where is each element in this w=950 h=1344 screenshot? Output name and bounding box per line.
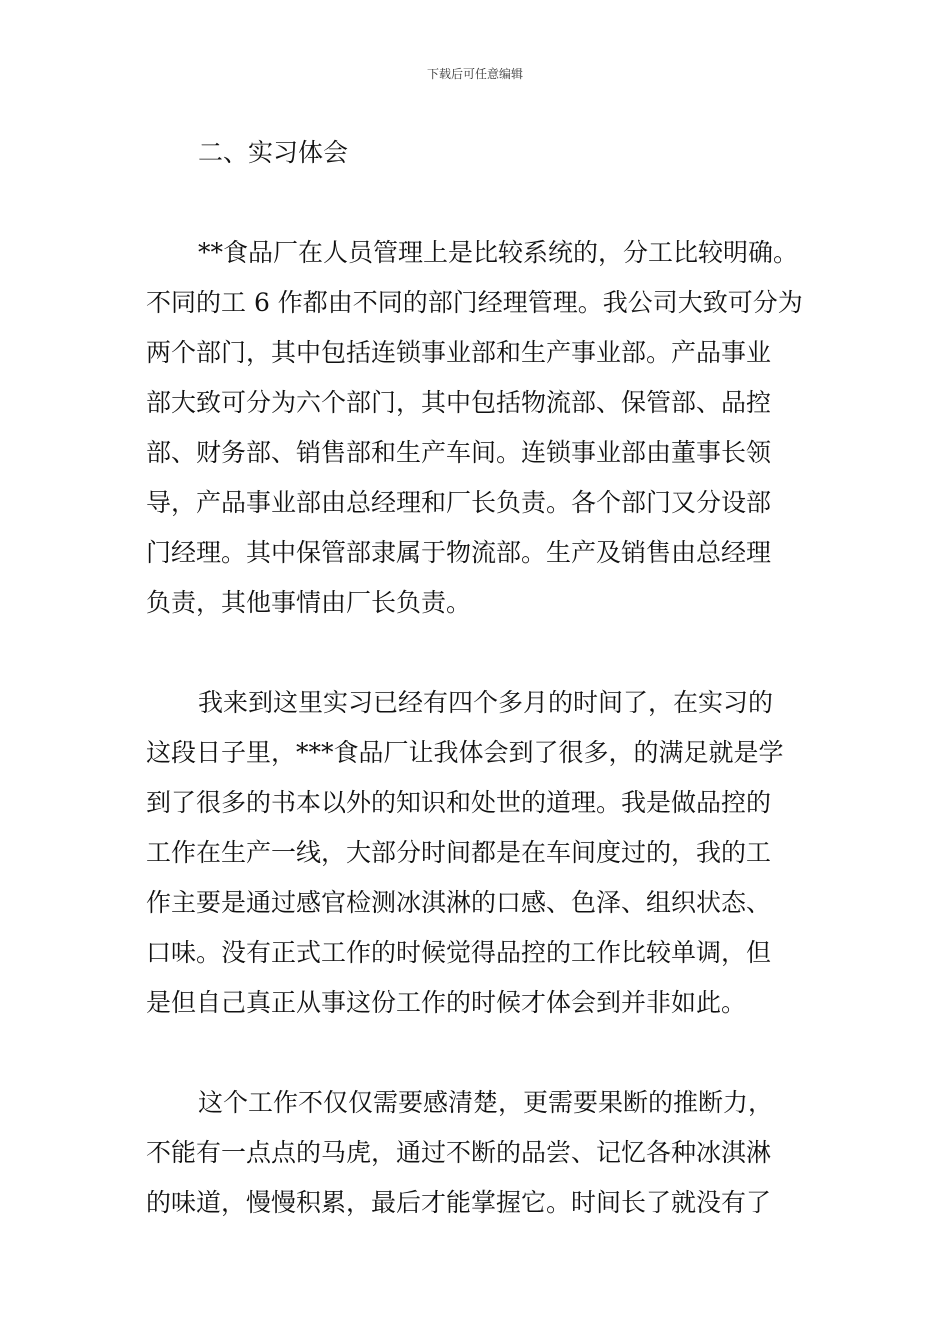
paragraph-spacer: [146, 178, 820, 228]
document-body: [146, 128, 820, 1228]
paragraph-spacer: [146, 628, 820, 678]
paragraph-2: [146, 678, 820, 1028]
paragraph-line: 负责，其他事情由厂长负责。: [146, 588, 472, 617]
paragraph-line: **食品厂在人员管理上是比较系统的，分工比较明确。: [198, 238, 799, 267]
paragraph-line: 导，产品事业部由总经理和厂长负责。各个部门又分设部: [146, 488, 772, 517]
paragraph-line: 工作在生产一线，大部分时间都是在车间度过的，我的工: [146, 838, 772, 867]
paragraph-line: 两个部门，其中包括连锁事业部和生产事业部。产品事业: [146, 338, 772, 367]
paragraph-line: 门经理。其中保管部隶属于物流部。生产及销售由总经理: [146, 538, 772, 567]
paragraph-line: 我来到这里实习已经有四个多月的时间了，在实习的: [198, 688, 774, 717]
paragraph-line: 部、财务部、销售部和生产车间。连锁事业部由董事长领: [146, 438, 772, 467]
paragraph-line: 到了很多的书本以外的知识和处世的道理。我是做品控的: [146, 788, 772, 817]
paragraph-line: 这个工作不仅仅需要感清楚，更需要果断的推断力，: [198, 1088, 774, 1117]
section-heading: 二、实习体会: [198, 138, 349, 167]
paragraph-spacer: [146, 1028, 820, 1078]
paragraph-line: 口味。没有正式工作的时候觉得品控的工作比较单调，但: [146, 938, 772, 967]
page-header: 下载后可任意编辑: [426, 67, 523, 81]
paragraph-line: 的味道，慢慢积累，最后才能掌握它。时间长了就没有了: [146, 1188, 772, 1217]
paragraph-1: [146, 228, 820, 628]
paragraph-3: [146, 1078, 820, 1228]
paragraph-line: 这段日子里，***食品厂让我体会到了很多，的满足就是学: [146, 738, 784, 767]
paragraph-line: 是但自己真正从事这份工作的时候才体会到并非如此。: [146, 988, 747, 1017]
paragraph-line: 部大致可分为六个部门，其中包括物流部、保管部、品控: [146, 388, 772, 417]
paragraph-line: 不同的工 6 作都由不同的部门经理管理。我公司大致可分为: [146, 288, 803, 317]
paragraph-line: 不能有一点点的马虎，通过不断的品尝、记忆各种冰淇淋: [146, 1138, 772, 1167]
paragraph-line: 作主要是通过感官检测冰淇淋的口感、色泽、组织状态、: [146, 888, 772, 917]
